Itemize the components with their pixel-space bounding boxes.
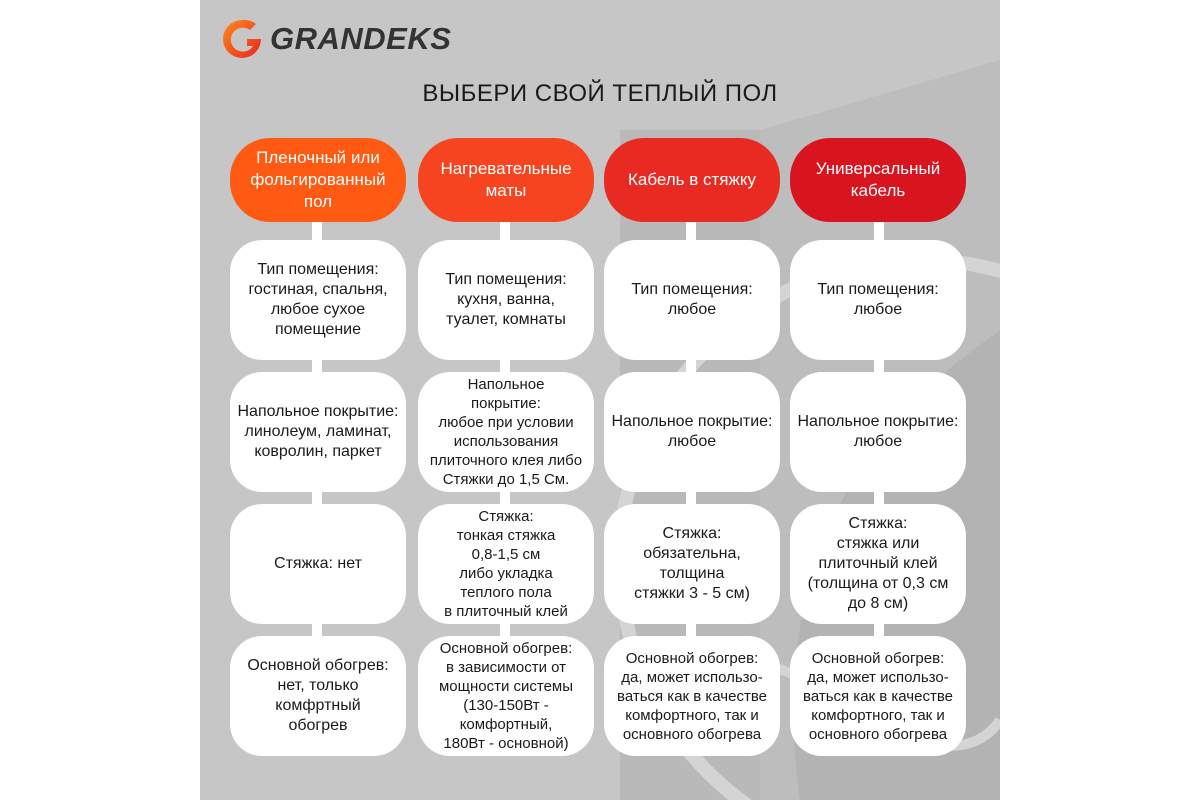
cell-room-type: Тип помещения: гостиная, спальня, любое сухое помещение (230, 240, 406, 360)
cell-floor-covering: Напольное покрытие: линолеум, ламинат, ковролин, паркет (230, 372, 406, 492)
cell-floor-covering: Напольное покрытие: любое (604, 372, 780, 492)
grandeks-logo-icon (220, 17, 264, 61)
header-film-floor: Пленочный или фольгированный пол (230, 138, 406, 222)
page-title: ВЫБЕРИ СВОЙ ТЕПЛЫЙ ПОЛ (422, 80, 778, 107)
cell-main-heating: Основной обогрев: в зависимости от мощности системы (130-150Вт - комфортный, 180Вт - основной) (418, 636, 594, 756)
cell-screed: Стяжка: стяжка или плиточный клей (толщина от 0,3 см до 8 см) (790, 504, 966, 624)
brand-logo (220, 16, 451, 62)
cell-screed: Стяжка: нет (230, 504, 406, 624)
cell-floor-covering: Напольное покрытие: любое при условии использования плиточного клея либо Стяжки до 1,5 См. (418, 372, 594, 492)
cell-room-type: Тип помещения: любое (604, 240, 780, 360)
cell-main-heating: Основной обогрев: да, может использо- ваться как в качестве комфортного, так и основного обогрева (604, 636, 780, 756)
header-heating-mats: Нагревательные маты (418, 138, 594, 222)
cell-room-type: Тип помещения: любое (790, 240, 966, 360)
infographic-canvas (200, 0, 1000, 800)
cell-main-heating: Основной обогрев: нет, только комфртный обогрев (230, 636, 406, 756)
brand-name: GRANDEKS (270, 21, 452, 56)
cell-room-type: Тип помещения: кухня, ванна, туалет, комнаты (418, 240, 594, 360)
cell-floor-covering: Напольное покрытие: любое (790, 372, 966, 492)
header-universal-cable: Универсальный кабель (790, 138, 966, 222)
cell-main-heating: Основной обогрев: да, может использо- ваться как в качестве комфортного, так и основного обогрева (790, 636, 966, 756)
header-screed-cable: Кабель в стяжку (604, 138, 780, 222)
cell-screed: Стяжка: тонкая стяжка 0,8-1,5 см либо укладка теплого пола в плиточный клей (418, 504, 594, 624)
cell-screed: Стяжка: обязательна, толщина стяжки 3 - 5 см) (604, 504, 780, 624)
